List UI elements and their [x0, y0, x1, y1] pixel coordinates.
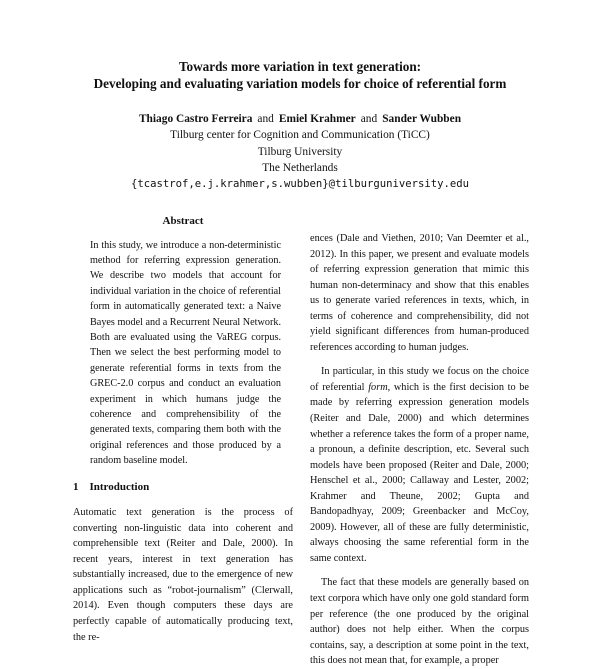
right-paragraph-1: ences (Dale and Viethen, 2010; Van Deemter et al., 2012). In this paper, we present and evaluate models of referring expression generation that mimic this human non-determinacy and show that this enables us to generate varied references in texts, which, in terms of coherence and comprehensibility, did not yield significant differences from human-produced references according to human judges.: [310, 233, 529, 353]
right-column: [310, 231, 529, 669]
right-paragraph-2-emphasis: form: [368, 381, 388, 393]
author-block: [60, 111, 540, 192]
abstract-text: In this study, we introduce a non-deterministic method for referring expression generation. We describe two models that account for individual variation in the choice of referential form in automatically generated text: a Naive Bayes model and a Recurrent Neural Network. Both are evaluated using the VaREG corpus. Then we select the best performing model to generate referential forms in texts from the GREC-2.0 corpus and conduct an evaluation experiment in which humans judge the coherence and comprehensibility of the generated texts, comparing them both with the original references and those produced by a random baseline model.: [90, 239, 281, 467]
title-line-1: Towards more variation in text generation:: [178, 59, 422, 74]
author-connector: and: [257, 113, 274, 125]
author-1: Thiago Castro Ferreira: [138, 113, 253, 125]
affiliation: Tilburg center for Cognition and Communication (TiCC): [170, 129, 430, 142]
abstract-heading: Abstract: [162, 215, 204, 227]
right-paragraph-3: The fact that these models are generally based on text corpora which have only one gold standard form per reference (the one produced by the original author) does not help either. When the corpus contains, say, a description at some point in the text, this does not mean that, for example, a proper: [310, 577, 529, 667]
author-connector: and: [360, 113, 378, 125]
author-3: Sander Wubben: [382, 113, 462, 125]
left-column: [73, 214, 293, 645]
author-2: Emiel Krahmer: [278, 113, 356, 125]
author-names: [60, 111, 540, 127]
right-paragraph-2-before: In particular, in this study we focus on the choice of referential: [310, 366, 529, 393]
country: The Netherlands: [262, 161, 338, 174]
section-number: 1: [73, 480, 79, 493]
section-title: Introduction: [89, 480, 150, 493]
university: Tilburg University: [257, 145, 343, 158]
section-heading-introduction: [73, 480, 293, 496]
introduction-paragraph: Automatic text generation is the process of converting non-linguistic data into coherent and comprehensible text (Reiter and Dale, 2000). In recent years, interest in text generation has substantially increased, due to the emergence of new applications such as “robot-journalism” (Clerwall, 2014). Even though computers these days are perfectly capable of automatically producing text, the re-: [73, 507, 293, 643]
title-line-2: Developing and evaluating variation models for choice of referential form: [93, 76, 507, 91]
paper-title: [40, 58, 560, 92]
author-email: {tcastrof,e.j.krahmer,s.wubben}@tilburguniversity.edu: [130, 178, 470, 191]
right-paragraph-2-after: , which is the first decision to be made by referring expression generation models (Reiter and Dale, 2000) and which determines whether a reference takes the form of a proper name, a pronoun, a definite description, etc. Several such models have been proposed (Reiter and Dale, 2000; Henschel et al., 2000; Callaway and Lester, 2002; Krahmer and Theune, 2002; Gupta and Bandopadhyay, 2009; Greenbacker and McCoy, 2009). However, all of these are fully deterministic, always choosing the same referential form in the same context.: [310, 381, 529, 564]
right-paragraph-2: [310, 364, 529, 566]
